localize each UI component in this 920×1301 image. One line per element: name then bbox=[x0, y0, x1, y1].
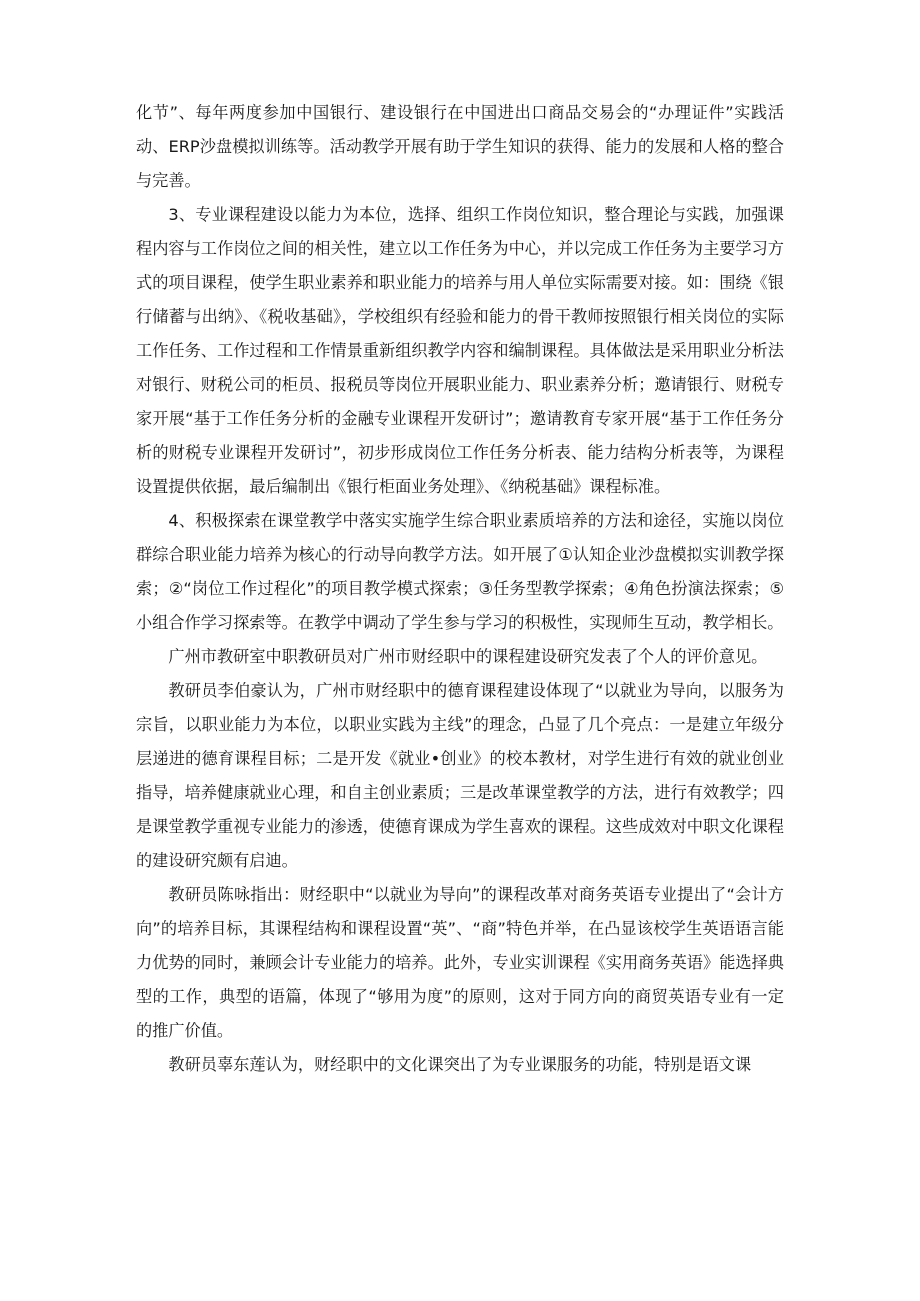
paragraph-2: 3、专业课程建设以能力为本位，选择、组织工作岗位知识，整合理论与实践，加强课程内容与工作岗位之间的相关性，建立以工作任务为中心，并以完成工作任务为主要学习方式的项目课程，使学生职业素养和职业能力的培养与用人单位实际需要对接。如：围绕《银行储蓄与出纳》、《税收基础》，学校组织有经验和能力的骨干教师按照银行相关岗位的实际工作任务、工作过程和工作情景重新组织教学内容和编制课程。具体做法是采用职业分析法对银行、财税公司的柜员、报税员等岗位开展职业能力、职业素养分析；邀请银行、财税专家开展“基于工作任务分析的金融专业课程开发研讨”；邀请教育专家开展“基于工作任务分析的财税专业课程开发研讨”，初步形成岗位工作任务分析表、能力结构分析表等，为课程设置提供依据，最后编制出《银行柜面业务处理》、《纳税基础》课程标准。 bbox=[136, 205, 784, 496]
paragraph-4: 广州市教研室中职教研员对广州市财经职中的课程建设研究发表了个人的评价意见。 bbox=[168, 647, 768, 666]
document-body bbox=[136, 96, 784, 1082]
paragraph-5: 教研员李伯豪认为，广州市财经职中的德育课程建设体现了“以就业为导向，以服务为宗旨，以职业能力为本位，以职业实践为主线”的理念，凸显了几个亮点：一是建立年级分层递进的德育课程目标；二是开发《就业•创业》的校本教材，对学生进行有效的就业创业指导，培养健康就业心理，和自主创业素质；三是改革课堂教学的方法，进行有效教学；四是课堂教学重视专业能力的渗透，使德育课成为学生喜欢的课程。这些成效对中职文化课程的建设研究颇有启迪。 bbox=[136, 681, 784, 870]
paragraph-1: 化节”、每年两度参加中国银行、建设银行在中国进出口商品交易会的“办理证件”实践活动、ERP沙盘模拟训练等。活动教学开展有助于学生知识的获得、能力的发展和人格的整合与完善。 bbox=[136, 103, 784, 190]
paragraph-6: 教研员陈咏指出：财经职中“以就业为导向”的课程改革对商务英语专业提出了“会计方向”的培养目标，其课程结构和课程设置“英”、“商”特色并举，在凸显该校学生英语语言能力优势的同时，兼顾会计专业能力的培养。此外，专业实训课程《实用商务英语》能选择典型的工作，典型的语篇，体现了“够用为度”的原则，这对于同方向的商贸英语专业有一定的推广价值。 bbox=[136, 885, 784, 1040]
paragraph-3: 4、积极探索在课堂教学中落实实施学生综合职业素质培养的方法和途径，实施以岗位群综合职业能力培养为核心的行动导向教学方法。如开展了①认知企业沙盘模拟实训教学探索；②“岗位工作过程化”的项目教学模式探索；③任务型教学探索；④角色扮演法探索；⑤小组合作学习探索等。在教学中调动了学生参与学习的积极性，实现师生互动，教学相长。 bbox=[136, 511, 784, 632]
paragraph-7: 教研员辜东莲认为，财经职中的文化课突出了为专业课服务的功能，特别是语文课 bbox=[168, 1055, 752, 1074]
